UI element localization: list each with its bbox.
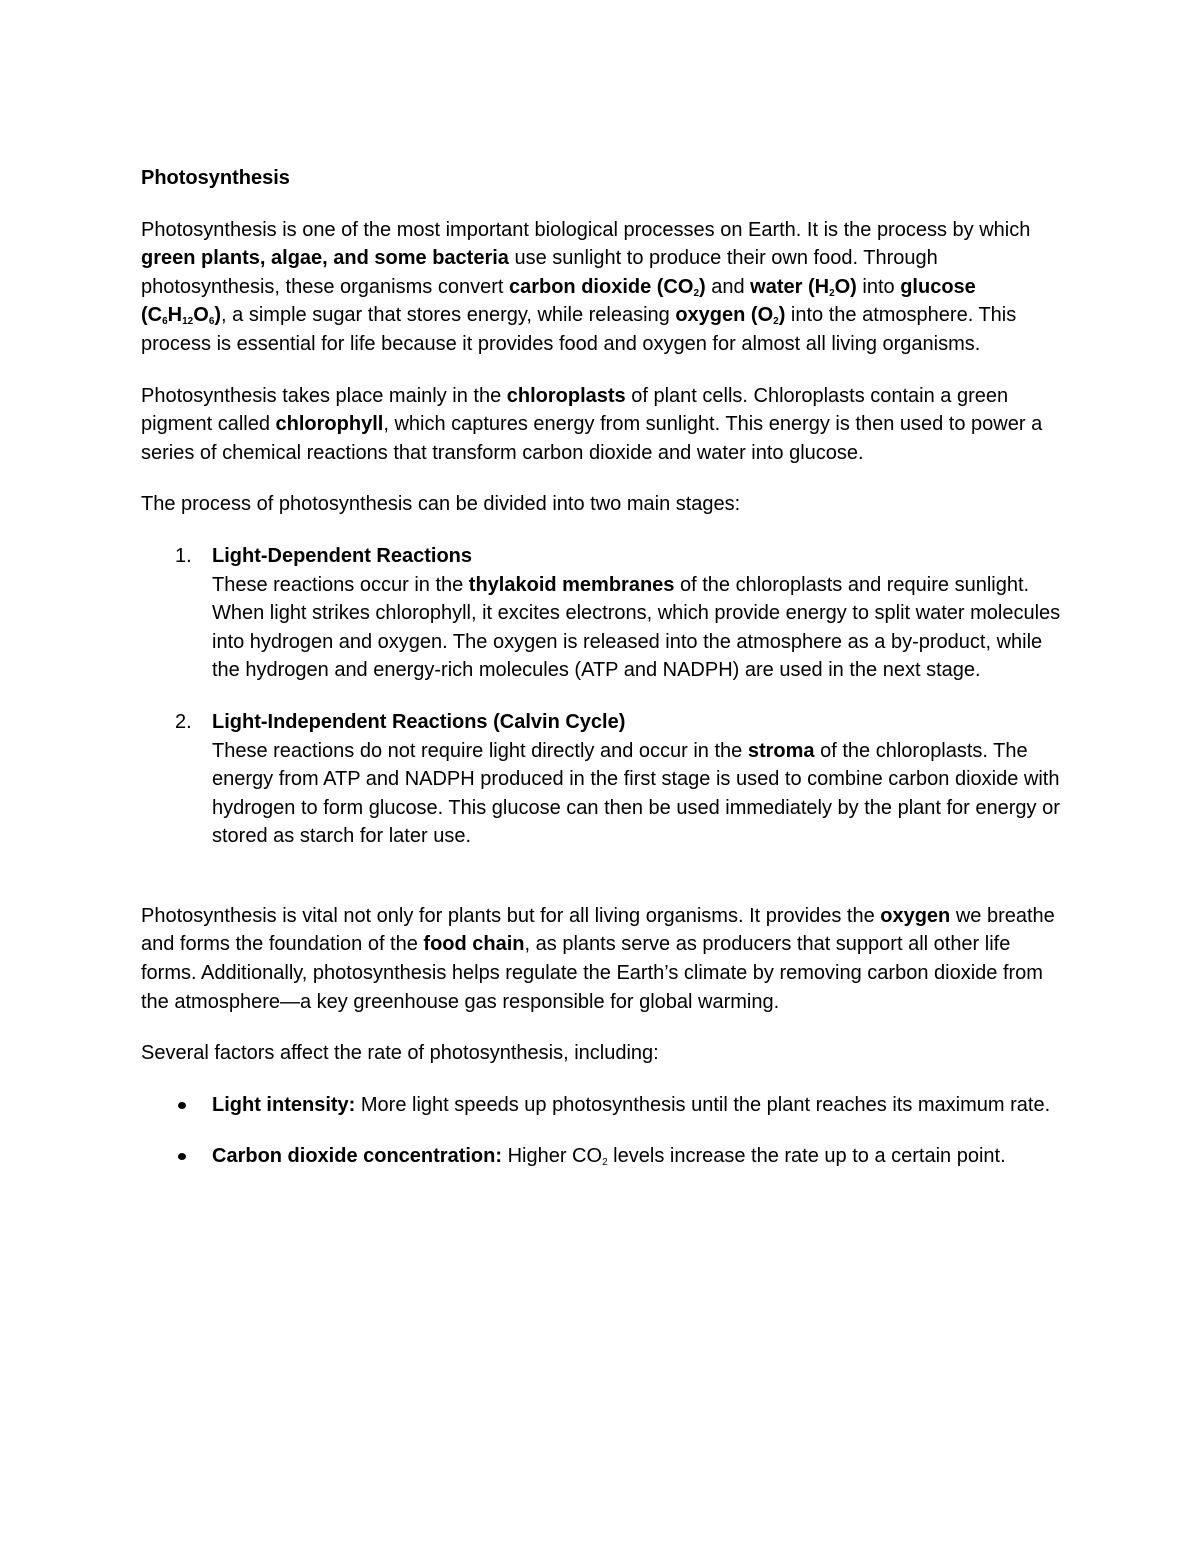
factor-item: Light intensity: More light speeds up photosynthesis until the plant reaches its maximum rate.: [141, 1091, 1061, 1120]
bullet-icon: [178, 1102, 186, 1109]
bullet-icon: [178, 1153, 186, 1160]
document-title: Photosynthesis: [141, 167, 290, 189]
stage-item: [141, 542, 1061, 685]
stages-intro: The process of photosynthesis can be divided into two main stages:: [141, 493, 741, 516]
intro-paragraph: Photosynthesis is one of the most important biological processes on Earth. It is the process by which green plants, algae, and some bacteria use sunlight to produce their own food. Through photosynthesis, these organisms convert carbon dioxide $(CO_2)$ and water $(H_2O)$ into glucose $(C_6H_{12}O_6)$, a simple sugar that stores energy, while releasing oxygen $(O_2)$ into the atmosphere. This process is essential for life because it provides food and oxygen for almost all living organisms.: [141, 218, 1031, 355]
stage-description: These reactions occur in the thylakoid membranes of the chloroplasts and require sunlight. When light strikes chlorophyll, it excites electrons, which provide energy to split water molecules into hydrogen and oxygen. The oxygen is released into the atmosphere as a by-product, while the hydrogen and energy-rich molecules (ATP and NADPH) are used in the next stage.: [212, 573, 1061, 682]
chloroplast-paragraph: Photosynthesis takes place mainly in the chloroplasts of plant cells. Chloroplasts contain a green pigment called chlorophyll, which captures energy from sunlight. This energy is then used to power a series of chemical reactions that transform carbon dioxide and water into glucose.: [141, 384, 1043, 464]
stage-item: [141, 708, 1061, 851]
factors-list: [141, 1091, 1061, 1171]
importance-paragraph: Photosynthesis is vital not only for plants but for all living organisms. It provides the oxygen we breathe and forms the foundation of the food chain, as plants serve as producers that support all other life forms. Additionally, photosynthesis helps regulate the Earth’s climate by removing carbon dioxide from the atmosphere—a key greenhouse gas responsible for global warming.: [141, 904, 1055, 1013]
stage-heading: Light-Independent Reactions (Calvin Cycle): [212, 710, 626, 733]
list-number: 1.: [175, 544, 192, 567]
stage-description: These reactions do not require light directly and occur in the stroma of the chloroplasts. The energy from ATP and NADPH produced in the first stage is used to combine carbon dioxide with hydrogen to form glucose. This glucose can then be used immediately by the plant for energy or stored as starch for later use.: [212, 739, 1060, 848]
stages-list: [141, 542, 1061, 851]
document-page: [141, 164, 1061, 1171]
factor-item: Carbon dioxide concentration: Higher $CO_2$ levels increase the rate up to a certain point.: [141, 1142, 1061, 1171]
stage-heading: Light-Dependent Reactions: [212, 544, 473, 567]
factors-intro: Several factors affect the rate of photosynthesis, including:: [141, 1042, 659, 1065]
list-number: 2.: [175, 710, 192, 733]
